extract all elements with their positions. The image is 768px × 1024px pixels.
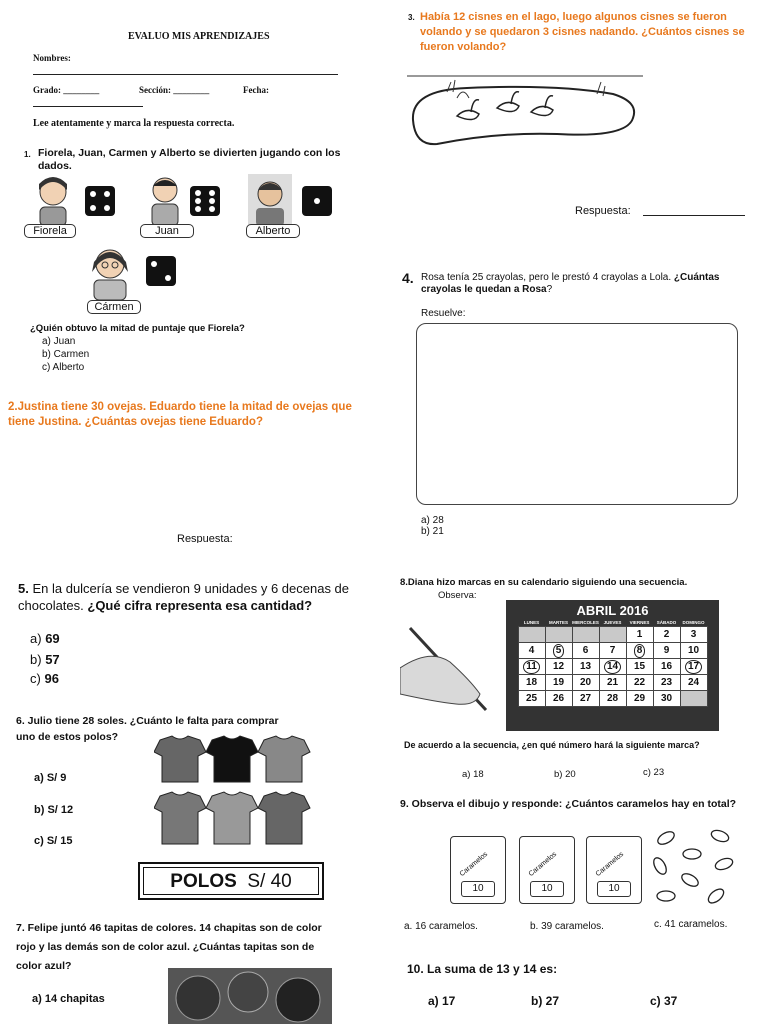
- q5-number: 5.: [18, 581, 29, 596]
- q3-respuesta: Respuesta:: [575, 205, 631, 217]
- calendar-day-number: 24: [687, 677, 700, 688]
- calendar-day: [518, 643, 545, 659]
- calendar-day-number: 22: [633, 677, 646, 688]
- q1-number: 1.: [24, 150, 31, 159]
- calendar-grid: [518, 619, 708, 707]
- q6-text: 6. Julio tiene 28 soles. ¿Cuánto le falta para comprar uno de estos polos?: [16, 715, 279, 743]
- calendar-weekday: VIERNES: [626, 619, 653, 627]
- calendar-day: [599, 627, 626, 643]
- child-carmen-image: [82, 244, 138, 300]
- calendar-title: ABRIL 2016: [576, 603, 649, 618]
- calendar-day: [653, 659, 680, 675]
- bottle-caps-image: [168, 968, 332, 1024]
- loose-candies-image: [646, 824, 740, 910]
- calendar-day-number: 16: [660, 661, 673, 672]
- q4-option-b[interactable]: b) 21: [421, 526, 444, 537]
- candy-bag-2-label: Caramelos: [527, 850, 559, 879]
- calendar-day: [626, 675, 653, 691]
- dice-alberto: [302, 186, 332, 216]
- calendar-day: [599, 643, 626, 659]
- calendar-day-number: 20: [579, 677, 592, 688]
- calendar-day-number: 15: [633, 661, 646, 672]
- candy-bag-2: [519, 836, 575, 904]
- q1-option-b[interactable]: b) Carmen: [42, 349, 90, 360]
- child-juan-image: [145, 174, 185, 226]
- q8-option-c[interactable]: c) 23: [643, 767, 665, 778]
- calendar-day-number: 9: [663, 645, 670, 656]
- calendar-day-circled: 5: [553, 644, 565, 658]
- calendar-day: [599, 691, 626, 707]
- q4-text: [421, 272, 721, 296]
- dice-juan: [190, 186, 220, 216]
- calendar-day: [680, 627, 707, 643]
- calendar-day: [653, 627, 680, 643]
- calendar-day-number: 3: [690, 629, 697, 640]
- q6-option-b[interactable]: b) S/ 12: [34, 804, 74, 816]
- calendar-day-number: 25: [525, 693, 538, 704]
- calendar-day-number: 13: [579, 661, 592, 672]
- name-juan: Juan: [140, 224, 194, 238]
- q4-option-a[interactable]: a) 28: [421, 515, 444, 526]
- q8-text: 8.Diana hizo marcas en su calendario siguiendo una secuencia.: [400, 577, 688, 588]
- calendar-day: [626, 643, 653, 659]
- dice-carmen: [146, 256, 176, 286]
- q10-option-b[interactable]: b) 27: [531, 994, 560, 1008]
- calendar-day-number: 26: [552, 693, 565, 704]
- calendar-day-number: 27: [579, 693, 592, 704]
- candy-bag-3-label: Caramelos: [594, 850, 626, 879]
- calendar-day-number: 29: [633, 693, 646, 704]
- q4-resuelve: Resuelve:: [421, 308, 466, 319]
- calendar-day: [680, 659, 707, 675]
- calendar-day-number: 6: [582, 645, 589, 656]
- calendar-day-circled: 11: [523, 660, 540, 674]
- hand-writing-image: [400, 622, 500, 714]
- q4-text-b: ¿Cuántas crayolas le quedan a Rosa: [421, 272, 720, 295]
- nombres-line[interactable]: [33, 74, 338, 75]
- q5-text: [18, 580, 363, 614]
- q2-text: 2.Justina tiene 30 ovejas. Eduardo tiene la mitad de ovejas que tiene Justina. ¿Cuántas ovejas tiene Eduardo?: [8, 401, 352, 428]
- q8-question: De acuerdo a la secuencia, ¿en qué número hará la siguiente marca?: [404, 740, 700, 750]
- q5-option-a-letter: a): [30, 631, 42, 646]
- name-carmen: Cármen: [87, 300, 141, 314]
- q1-option-a[interactable]: a) Juan: [42, 336, 76, 347]
- q6-option-c[interactable]: c) S/ 15: [34, 835, 73, 847]
- q3-text: Había 12 cisnes en el lago, luego algunos cisnes se fueron volando y se quedaron 3 cisnes nadando. ¿Cuántos cisnes se fueron volando?: [420, 11, 745, 53]
- calendar-weekday: MIERCOLES: [572, 620, 599, 625]
- q5-text-a: En la dulcería se vendieron 9 unidades y 6 decenas de chocolates.: [18, 581, 350, 613]
- calendar-day: [572, 691, 599, 707]
- calendar-day: [626, 691, 653, 707]
- calendar-day-circled: 17: [685, 660, 702, 674]
- candy-bag-3: [586, 836, 642, 904]
- calendar-day-number: 18: [525, 677, 538, 688]
- calendar-day: [545, 691, 572, 707]
- q10-option-a[interactable]: a) 17: [428, 994, 456, 1008]
- calendar-day: [653, 691, 680, 707]
- calendar-day: [599, 659, 626, 675]
- calendar-day-circled: 8: [634, 644, 646, 658]
- calendar-week-row: [518, 659, 707, 675]
- calendar-day: [653, 675, 680, 691]
- q9-option-b[interactable]: b. 39 caramelos.: [530, 921, 604, 932]
- q8-option-b[interactable]: b) 20: [554, 769, 576, 780]
- calendar-day-number: 21: [606, 677, 619, 688]
- q5-text-b: ¿Qué cifra representa esa cantidad?: [87, 598, 313, 613]
- candy-bag-1-count: 10: [461, 881, 495, 897]
- q10-text: 10. La suma de 13 y 14 es:: [407, 962, 558, 976]
- calendar-day-number: 28: [606, 693, 619, 704]
- instruction: Lee atentamente y marca la respuesta correcta.: [33, 118, 235, 129]
- q1-option-c[interactable]: c) Alberto: [42, 362, 85, 373]
- calendar-day: [626, 627, 653, 643]
- calendar-day-number: 10: [687, 645, 700, 656]
- calendar-week-row: [518, 627, 707, 643]
- q5-option-a-value: 69: [45, 631, 60, 646]
- candy-bag-1-label: Caramelos: [458, 850, 490, 879]
- calendar-day: [545, 659, 572, 675]
- calendar-week-row: [518, 643, 707, 659]
- calendar-weekday: JUEVES: [599, 619, 626, 627]
- calendar-day: [545, 643, 572, 659]
- fecha-line[interactable]: [33, 106, 143, 107]
- q5-option-a[interactable]: [30, 631, 60, 646]
- calendar-weekday: LUNES: [518, 619, 545, 627]
- polos-price-sign: [138, 862, 324, 900]
- q4-text-c: ?: [546, 284, 553, 295]
- calendar-day: [599, 675, 626, 691]
- q5-option-b-letter: b): [30, 652, 42, 667]
- nombres-label: Nombres:: [33, 53, 71, 63]
- calendar-day: [572, 643, 599, 659]
- calendar-day-number: 7: [609, 645, 616, 656]
- page-title: EVALUO MIS APRENDIZAJES: [128, 31, 270, 42]
- calendar-day: [626, 659, 653, 675]
- calendar-day: [680, 691, 707, 707]
- seccion-label: Sección: ________: [139, 85, 210, 95]
- calendar-weekday: SÁBADO: [653, 619, 680, 627]
- child-fiorela-image: [30, 174, 76, 226]
- calendar-day: [680, 643, 707, 659]
- calendar-day: [572, 675, 599, 691]
- q6-option-a[interactable]: a) S/ 9: [34, 772, 67, 784]
- candy-bag-2-count: 10: [530, 881, 564, 897]
- child-alberto-image: [248, 174, 292, 226]
- calendar-week-row: [518, 675, 707, 691]
- calendar-day-number: 12: [552, 661, 565, 672]
- calendar-weekday: MARTES: [545, 619, 572, 627]
- q8-option-a[interactable]: a) 18: [462, 769, 484, 780]
- q4-number: 4.: [402, 270, 414, 286]
- q5-option-c-value: 96: [44, 671, 59, 686]
- calendar-day: [572, 659, 599, 675]
- q9-option-a[interactable]: a. 16 caramelos.: [404, 921, 478, 932]
- q8-observa: Observa:: [438, 590, 477, 601]
- calendar-day: [653, 643, 680, 659]
- candy-bag-3-count: 10: [597, 881, 631, 897]
- candy-bag-1: [450, 836, 506, 904]
- dice-fiorela: [85, 186, 115, 216]
- calendar-day-circled: 14: [604, 660, 621, 674]
- q2-respuesta: Respuesta:: [177, 533, 233, 543]
- q5-option-c-letter: c): [30, 671, 41, 686]
- calendar-day: [680, 675, 707, 691]
- name-fiorela: Fiorela: [24, 224, 76, 238]
- grado-label: Grado: ________: [33, 85, 100, 95]
- fecha-label: Fecha:: [243, 85, 269, 95]
- calendar-day: [518, 691, 545, 707]
- q9-option-c[interactable]: c. 41 caramelos.: [654, 919, 728, 930]
- calendar-day: [545, 627, 572, 643]
- q4-workspace-box[interactable]: [416, 323, 738, 505]
- calendar-weekday: DOMINGO: [680, 619, 707, 627]
- q1-question: ¿Quién obtuvo la mitad de puntaje que Fiorela?: [30, 323, 245, 334]
- calendar-day-number: 2: [663, 629, 670, 640]
- polos-label: POLOS: [170, 871, 237, 892]
- calendar-day: [518, 659, 545, 675]
- q7-option-a[interactable]: a) 14 chapitas: [32, 993, 105, 1005]
- swan-lake-drawing: [407, 68, 643, 150]
- calendar-day-number: 19: [552, 677, 565, 688]
- name-alberto: Alberto: [246, 224, 300, 238]
- q10-option-c[interactable]: c) 37: [650, 994, 678, 1008]
- calendar-day: [518, 675, 545, 691]
- calendar-day: [572, 627, 599, 643]
- polos-price: S/ 40: [247, 871, 292, 892]
- calendar-day-number: 1: [636, 629, 643, 640]
- calendar-week-row: [518, 691, 707, 707]
- calendar-day-number: 23: [660, 677, 673, 688]
- q9-text: 9. Observa el dibujo y responde: ¿Cuántos caramelos hay en total?: [400, 798, 737, 810]
- q4-text-a: Rosa tenía 25 crayolas, pero le prestó 4 crayolas a Lola.: [421, 272, 674, 283]
- q5-option-b[interactable]: [30, 652, 60, 667]
- calendar: [506, 600, 719, 731]
- q3-number: 3.: [408, 13, 415, 22]
- tshirts-image: [154, 734, 314, 852]
- q5-option-b-value: 57: [45, 652, 60, 667]
- calendar-day-number: 4: [528, 645, 535, 656]
- calendar-day: [545, 675, 572, 691]
- q5-option-c[interactable]: [30, 671, 59, 686]
- calendar-day: [518, 627, 545, 643]
- q3-answer-line[interactable]: [643, 215, 745, 216]
- calendar-day-number: 30: [660, 693, 673, 704]
- q7-text: 7. Felipe juntó 46 tapitas de colores. 14 chapitas son de color rojo y las demás son de color azul. ¿Cuántas tapitas son de color azul?: [16, 922, 322, 972]
- q1-text: Fiorela, Juan, Carmen y Alberto se divierten jugando con los dados.: [38, 147, 341, 172]
